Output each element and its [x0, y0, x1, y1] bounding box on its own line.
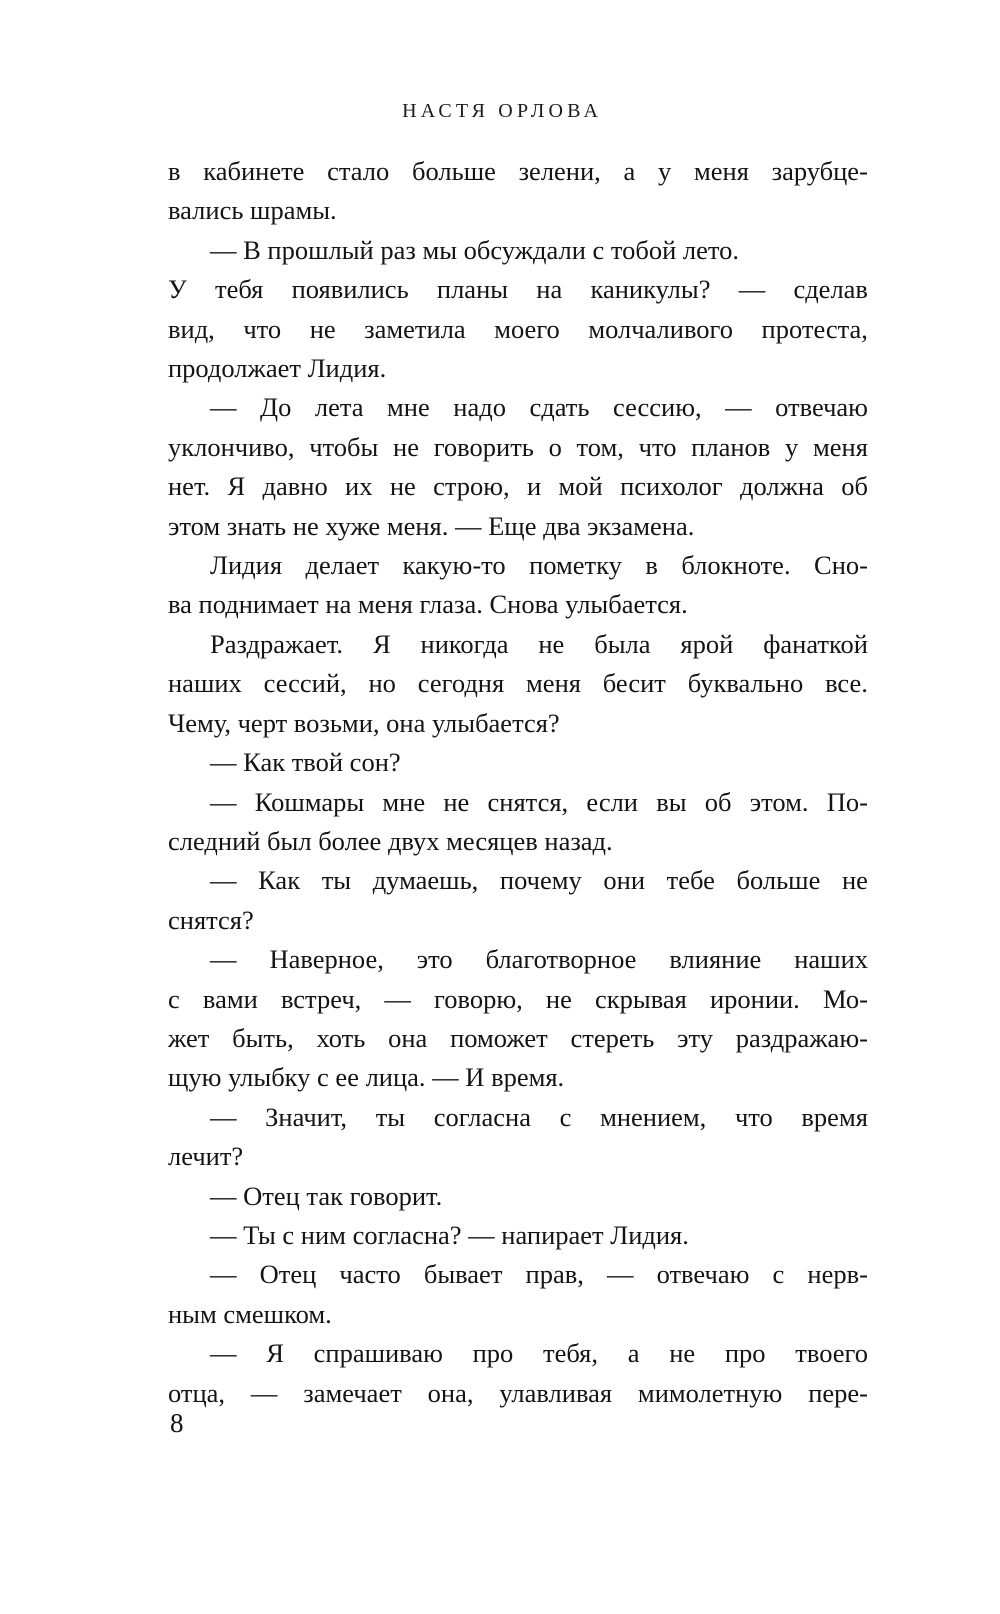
word: с — [559, 1101, 572, 1132]
word: ярой — [680, 628, 734, 659]
word: она — [388, 1022, 428, 1053]
word: была — [594, 628, 651, 659]
word: — — [210, 1101, 237, 1132]
text-line: — Ты с ним согласна? — напирает Лидия. — [210, 1219, 689, 1250]
text-line — [168, 861, 868, 900]
word: Раздражает. — [210, 628, 344, 659]
word: их — [345, 471, 373, 502]
word: вами — [202, 983, 258, 1014]
word: говорить — [433, 431, 534, 462]
word: Я — [227, 471, 246, 502]
word: про — [472, 1338, 514, 1369]
word: поможет — [450, 1022, 548, 1053]
word: давно — [262, 471, 328, 502]
word: сегодня — [417, 668, 505, 699]
word: нерв- — [807, 1259, 868, 1290]
word: Я — [266, 1338, 284, 1369]
word: — — [210, 786, 237, 817]
word: это — [416, 944, 453, 975]
word: замечает — [303, 1377, 402, 1408]
word: зелени, — [518, 156, 601, 186]
word: — — [606, 1259, 634, 1290]
word: больше — [412, 156, 496, 186]
word: бывает — [423, 1259, 503, 1290]
word: вид, — [168, 313, 215, 344]
text-line — [168, 152, 868, 191]
word: сессию, — [612, 392, 702, 423]
text-line — [168, 940, 868, 979]
text-line — [168, 1374, 868, 1413]
word: сессий, — [263, 668, 347, 699]
text-line: — Как твой сон? — [210, 747, 401, 778]
word: протеста, — [761, 313, 868, 344]
word: блокноте. — [681, 550, 791, 581]
word: — — [210, 865, 237, 896]
word: про — [724, 1338, 766, 1369]
word: лета — [314, 392, 364, 423]
word: строю, — [433, 471, 510, 502]
text-line: вались шрамы. — [168, 195, 337, 226]
word: пометку — [529, 550, 622, 581]
word: планы — [436, 274, 509, 305]
word: какую-то — [402, 550, 506, 581]
word: и — [527, 471, 542, 502]
word: говорю, — [434, 983, 523, 1014]
word: влияние — [669, 944, 762, 975]
word: наших — [168, 668, 242, 699]
word: фанаткой — [763, 628, 868, 659]
word: Как — [258, 865, 301, 896]
word: а — [627, 1338, 640, 1369]
word: — — [384, 983, 411, 1014]
word: моего — [494, 313, 560, 344]
word: планов — [691, 431, 771, 462]
text-line — [168, 1019, 868, 1058]
word: не — [545, 983, 572, 1014]
word: Кошмары — [254, 786, 365, 817]
body-text-block — [168, 152, 868, 1413]
word: сдать — [529, 392, 590, 423]
word: психолог — [620, 471, 723, 502]
word: мнением, — [600, 1101, 707, 1132]
word: почему — [499, 865, 582, 896]
word: не — [309, 313, 336, 344]
word: больше — [736, 865, 821, 896]
word: Отец — [259, 1259, 317, 1290]
word: Наверное, — [269, 944, 384, 975]
word: быть, — [232, 1022, 294, 1053]
word: снятся, — [487, 786, 569, 817]
word: что — [734, 1101, 773, 1132]
word: нет. — [168, 471, 211, 502]
text-line: этом знать не хуже меня. — Еще два экзамена. — [168, 510, 695, 541]
word: иронии. — [709, 983, 800, 1014]
word: в — [168, 156, 181, 186]
word: мимолетную — [637, 1377, 783, 1408]
word: часто — [339, 1259, 401, 1290]
word: меня — [693, 156, 749, 186]
word: бесит — [602, 668, 666, 699]
word: если — [586, 786, 638, 817]
word: — — [210, 1259, 237, 1290]
word: с — [772, 1259, 785, 1290]
word: она, — [427, 1377, 474, 1408]
word: том, — [576, 431, 624, 462]
word: твоего — [795, 1338, 868, 1369]
text-line — [168, 310, 868, 349]
word: вы — [656, 786, 687, 817]
word: не — [393, 431, 419, 462]
word: кабинете — [203, 156, 305, 186]
word: тебя, — [543, 1338, 598, 1369]
word: у — [785, 431, 799, 462]
word: спрашиваю — [313, 1338, 443, 1369]
text-line — [168, 546, 868, 585]
word: каникулы? — [590, 274, 711, 305]
word: стереть — [570, 1022, 655, 1053]
word: с — [168, 983, 180, 1014]
word: они — [603, 865, 646, 896]
word: появились — [291, 274, 409, 305]
word: не — [389, 471, 416, 502]
word: буквально — [687, 668, 804, 699]
word: уклончиво, — [168, 431, 295, 462]
word: благотворное — [485, 944, 637, 975]
word: на — [536, 274, 563, 305]
word: чтобы — [309, 431, 379, 462]
word: а — [623, 156, 636, 186]
word: пере- — [808, 1377, 868, 1408]
text-line: — Отец так говорит. — [210, 1180, 443, 1211]
word: что — [638, 431, 677, 462]
text-line: Чему, черт возьми, она улыбается? — [168, 707, 560, 738]
word: заметила — [364, 313, 466, 344]
word: тебе — [666, 865, 715, 896]
word: не — [538, 628, 565, 659]
text-line — [168, 1098, 868, 1137]
word: что — [243, 313, 282, 344]
word: в — [645, 550, 658, 581]
word: — — [725, 392, 752, 423]
word: — — [210, 392, 237, 423]
text-line — [168, 664, 868, 703]
text-line — [168, 467, 868, 506]
word: ты — [321, 865, 352, 896]
text-line — [168, 1255, 868, 1294]
word: меня — [526, 668, 581, 699]
running-head-author: НАСТЯ ОРЛОВА — [402, 100, 603, 122]
word: не — [443, 786, 470, 817]
text-line: — В прошлый раз мы обсуждали с тобой лето. — [210, 234, 740, 265]
word: о — [548, 431, 562, 462]
word: эту — [677, 1022, 713, 1053]
word: все. — [825, 668, 868, 699]
word: отвечаю — [775, 392, 868, 423]
word: никогда — [420, 628, 509, 659]
text-line — [168, 625, 868, 664]
word: не — [841, 865, 868, 896]
page-number: 8 — [170, 1408, 184, 1438]
word: мне — [387, 392, 430, 423]
word: у — [658, 156, 672, 186]
word: сделав — [793, 274, 868, 305]
word: У — [168, 274, 187, 305]
text-line — [168, 388, 868, 427]
word: встреч, — [280, 983, 362, 1014]
word: раздражаю- — [735, 1022, 868, 1053]
word: об — [841, 471, 868, 502]
word: — — [250, 1377, 278, 1408]
word: По- — [826, 786, 868, 817]
word: Лидия — [210, 550, 283, 581]
word: мой — [558, 471, 603, 502]
word: должна — [740, 471, 824, 502]
word: не — [669, 1338, 696, 1369]
word: думаешь, — [372, 865, 479, 896]
word: стало — [327, 156, 390, 186]
word: ты — [375, 1101, 406, 1132]
word: жет — [168, 1022, 210, 1053]
word: тебя — [215, 274, 264, 305]
text-line — [168, 980, 868, 1019]
word: Значит, — [265, 1101, 348, 1132]
word: Мо- — [822, 983, 868, 1014]
text-line — [168, 1334, 868, 1373]
text-line: щую улыбку с ее лица. — И время. — [168, 1062, 565, 1093]
word: согласна — [433, 1101, 531, 1132]
word: этом. — [749, 786, 809, 817]
word: молчаливого — [588, 313, 733, 344]
word: Я — [372, 628, 391, 659]
word: хоть — [316, 1022, 366, 1053]
text-line: ва поднимает на меня глаза. Снова улыбается. — [168, 589, 688, 620]
word: делает — [305, 550, 380, 581]
word: надо — [453, 392, 506, 423]
word: улавливая — [499, 1377, 613, 1408]
word: прав, — [525, 1259, 584, 1290]
word: скрывая — [595, 983, 687, 1014]
word: — — [738, 274, 766, 305]
word: отца, — [168, 1377, 226, 1408]
word: — — [210, 1338, 237, 1369]
word: время — [801, 1101, 868, 1132]
text-line: продолжает Лидия. — [168, 353, 387, 384]
word: меня — [812, 431, 868, 462]
text-line — [168, 783, 868, 822]
word: отвечаю — [656, 1259, 750, 1290]
text-line: ным смешком. — [168, 1298, 332, 1329]
word: Сно- — [814, 550, 868, 581]
word: — — [210, 944, 237, 975]
word: До — [260, 392, 292, 423]
text-line — [168, 428, 868, 467]
word: мне — [382, 786, 426, 817]
word: зарубце- — [771, 156, 868, 186]
word: но — [368, 668, 396, 699]
text-line: снятся? — [168, 904, 254, 935]
text-line — [168, 270, 868, 309]
word: наших — [794, 944, 868, 975]
text-line: следний был более двух месяцев назад. — [168, 825, 613, 856]
word: об — [704, 786, 732, 817]
text-line: лечит? — [168, 1141, 244, 1172]
